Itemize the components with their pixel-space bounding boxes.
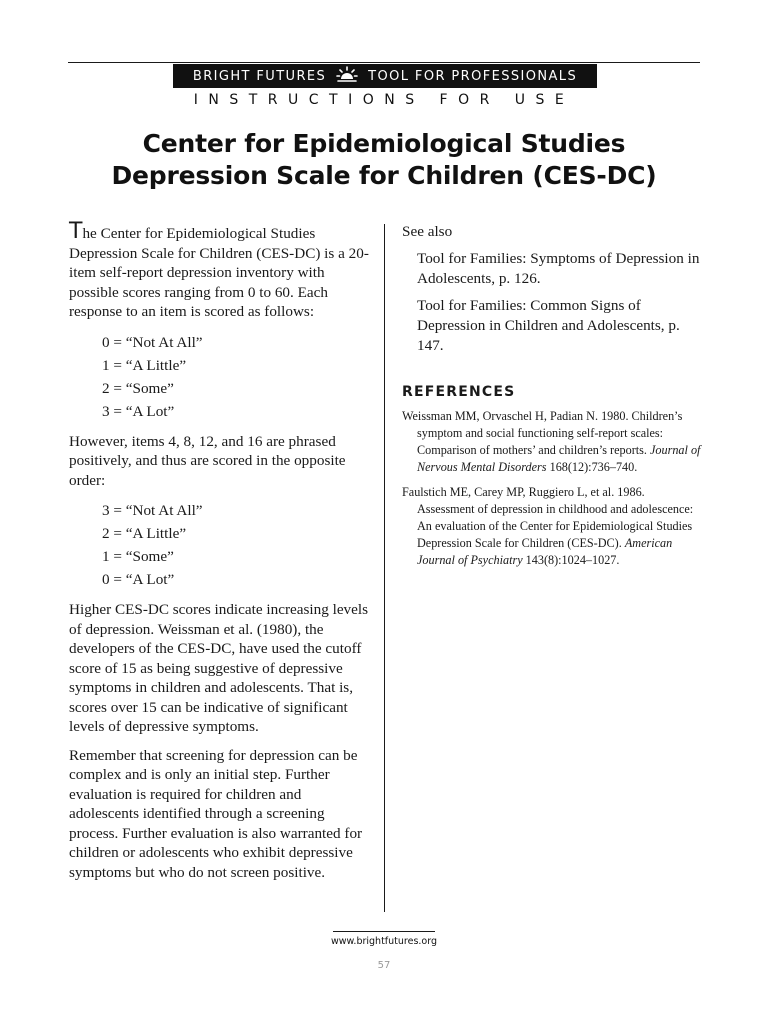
intro-text: he Center for Epidemiological Studies Depression Scale for Children (CES-DC) is a 20-item self-report depression inventory with possible scores ranging from 0 to 60. Each response to an item is scored as follows:: [69, 225, 369, 320]
score-item: 3 = “Not At All”: [102, 502, 203, 519]
score-item: 0 = “Not At All”: [102, 333, 203, 351]
score-list-reversed: [69, 499, 374, 591]
score-item: 0 = “A Lot”: [102, 571, 175, 588]
see-also-item: Tool for Families: Common Signs of Depression in Children and Adolescents, p. 147.: [417, 297, 680, 354]
reference-text: Faulstich ME, Carey MP, Ruggiero L, et al. 1986. Assessment of depression in childhood and adolescence: An evaluation of the Center for Epidemiological Studies Depression Scale for Children (CES-DC).: [402, 485, 694, 550]
reference-citation: 143(8):1024–1027.: [522, 553, 620, 567]
footer-url: www.brightfutures.org: [330, 936, 437, 947]
score-item: 1 = “A Little”: [102, 356, 187, 374]
reference-text: Weissman MM, Orvaschel H, Padian N. 1980. Children’s symptom and social functioning self-report scales: Comparison of mothers’ and children’s reports.: [402, 409, 683, 457]
reference-item: [402, 484, 702, 569]
page-number: 57: [377, 960, 391, 971]
see-also-item: Tool for Families: Symptoms of Depression in Adolescents, p. 126.: [417, 250, 700, 287]
right-column: [402, 222, 702, 577]
page-title-line-2: Depression Scale for Children (CES-DC): [111, 161, 657, 190]
interpretation-paragraph: Higher CES-DC scores indicate increasing levels of depression. Weissman et al. (1980), the developers of the CES-DC, have used the cutoff score of 15 as being suggestive of depressive symptoms in children and adolescents. That is, scores over 15 can be indicative of significant levels of depressive symptoms.: [69, 601, 369, 735]
see-also-label: See also: [402, 223, 453, 240]
reference-journal: American Journal of Psychiatry: [417, 536, 673, 567]
banner-right-text: TOOL FOR PROFESSIONALS: [368, 68, 578, 84]
page-title: [0, 128, 768, 192]
screening-note-paragraph: Remember that screening for depression can be complex and is only an initial step. Further evaluation is required for children and adolescents identified through a screening process. Further evaluation is also warranted for children or adolescents who exhibit depressive symptoms but who do not screen positive.: [69, 746, 363, 881]
banner-left-text: BRIGHT FUTURES: [192, 68, 327, 84]
reversed-intro-paragraph: However, items 4, 8, 12, and 16 are phrased positively, and thus are scored in the opposite order:: [69, 432, 346, 489]
score-item: 1 = “Some”: [102, 548, 174, 565]
references-heading: REFERENCES: [402, 384, 516, 400]
sun-icon: [336, 66, 358, 86]
left-column: [69, 219, 374, 891]
footer-rule: [333, 931, 435, 932]
reference-item: [402, 408, 702, 476]
reference-citation: 168(12):736–740.: [546, 460, 638, 474]
reference-journal: Journal of Nervous Mental Disorders: [417, 443, 701, 474]
score-item: 3 = “A Lot”: [102, 402, 175, 420]
score-item: 2 = “A Little”: [102, 525, 187, 542]
subhead: INSTRUCTIONS FOR USE: [193, 92, 575, 108]
page-title-line-1: Center for Epidemiological Studies: [142, 129, 626, 158]
drop-cap: T: [69, 219, 83, 244]
header-top-rule: [68, 62, 700, 63]
score-item: 2 = “Some”: [102, 379, 174, 397]
column-divider: [384, 224, 385, 912]
score-list-normal: [69, 331, 374, 423]
intro-paragraph: [69, 219, 374, 322]
banner: [173, 64, 597, 88]
